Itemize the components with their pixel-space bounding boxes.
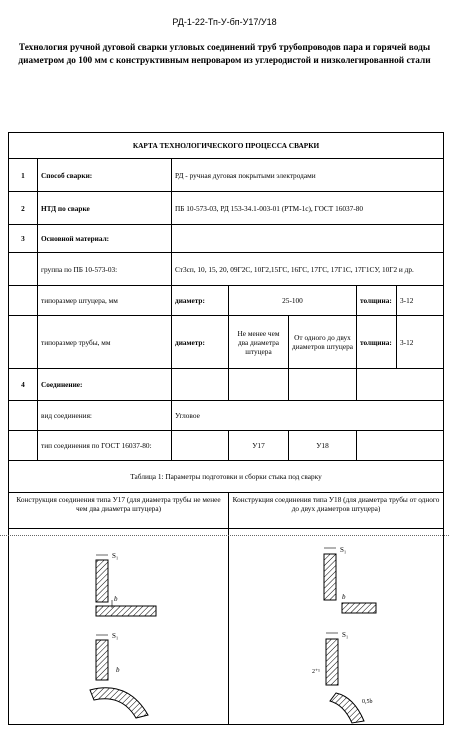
row-number: 1 bbox=[9, 159, 38, 192]
empty-cell bbox=[357, 369, 444, 401]
row-number: 3 bbox=[9, 225, 38, 253]
base-material-label: Основной материал: bbox=[38, 225, 172, 253]
empty-cell bbox=[172, 431, 229, 461]
joint-kind-value: Угловое bbox=[172, 401, 444, 431]
fitting-wall bbox=[96, 560, 108, 602]
fitting-diameter-label: диаметр: bbox=[172, 286, 229, 316]
fitting-wall bbox=[96, 640, 108, 680]
document-title: Технология ручной дуговой сварки угловых соединений труб трубопроводов пара и горячей воды диаметром до 100 мм с конструктивным непроваром из углеродистой и низколегированной стали bbox=[18, 43, 431, 66]
pipe-diameter-u17: Не менее чем два диаметра штуцера bbox=[229, 316, 289, 369]
pipe-wall bbox=[96, 606, 156, 616]
empty-cell bbox=[229, 369, 289, 401]
joint-label: Соединение: bbox=[38, 369, 172, 401]
joint-kind-label: вид соединения: bbox=[38, 401, 172, 431]
dotted-divider bbox=[0, 535, 449, 536]
empty-cell bbox=[357, 431, 444, 461]
u18-joint-drawing-top bbox=[310, 540, 400, 620]
empty-cell bbox=[9, 316, 38, 369]
row-number: 4 bbox=[9, 369, 38, 401]
b-label: b bbox=[114, 595, 118, 603]
s1-label: S₁ bbox=[112, 552, 119, 560]
empty-cell bbox=[9, 253, 38, 286]
fitting-thickness-value: 3-12 bbox=[397, 286, 444, 316]
empty-cell bbox=[172, 369, 229, 401]
row-number: 2 bbox=[9, 192, 38, 225]
card-heading: КАРТА ТЕХНОЛОГИЧЕСКОГО ПРОЦЕССА СВАРКИ bbox=[9, 133, 444, 159]
empty-cell bbox=[172, 225, 444, 253]
ntd-label: НТД по сварке bbox=[38, 192, 172, 225]
s1-label: S₁ bbox=[342, 631, 349, 639]
k-label: 2⁺¹ bbox=[312, 669, 320, 675]
b-label: b bbox=[342, 593, 346, 601]
material-group-value: Ст3сп, 10, 15, 20, 09Г2С, 10Г2,15ГС, 16ГС, 17ГС, 17Г1С, 17Г1СУ, 10Г2 и др. bbox=[172, 253, 444, 286]
table1-caption: Таблица 1: Параметры подготовки и сборки стыка под сварку bbox=[9, 461, 444, 493]
pipe-wall-curved bbox=[90, 688, 148, 718]
pipe-size-label: типоразмер трубы, мм bbox=[38, 316, 172, 369]
u18-joint-drawing-bottom bbox=[300, 625, 400, 725]
gap-label: 0,5b bbox=[362, 699, 373, 705]
fitting-thickness-label: толщина: bbox=[357, 286, 397, 316]
ntd-value: ПБ 10-573-03, РД 153-34.1-003-01 (РТМ-1с), ГОСТ 16037-80 bbox=[172, 192, 444, 225]
welding-method-value: РД - ручная дуговая покрытыми электродами bbox=[172, 159, 444, 192]
pipe-thickness-label: толщина: bbox=[357, 316, 397, 369]
pipe-diameter-u18: От одного до двух диаметров штуцера bbox=[289, 316, 357, 369]
u17-joint-drawing-top bbox=[80, 550, 170, 622]
fitting-size-label: типоразмер штуцера, мм bbox=[38, 286, 172, 316]
joint-type-u17: У17 bbox=[229, 431, 289, 461]
empty-cell bbox=[9, 401, 38, 431]
welding-method-label: Способ сварки: bbox=[38, 159, 172, 192]
u17-joint-drawing-bottom bbox=[88, 630, 178, 720]
pipe-wall bbox=[342, 603, 376, 613]
s1-label: S₁ bbox=[112, 632, 119, 640]
fitting-wall bbox=[326, 639, 338, 685]
joint-type-label: тип соединения по ГОСТ 16037-80: bbox=[38, 431, 172, 461]
fitting-diameter-value: 25-100 bbox=[229, 286, 357, 316]
empty-cell bbox=[9, 431, 38, 461]
empty-cell bbox=[9, 286, 38, 316]
empty-cell bbox=[289, 369, 357, 401]
design-u17-caption: Конструкция соединения типа У17 (для диаметра трубы не менее чем два диаметра штуцера) bbox=[9, 493, 229, 529]
joint-type-u18: У18 bbox=[289, 431, 357, 461]
pipe-thickness-value: 3-12 bbox=[397, 316, 444, 369]
design-u18-caption: Конструкция соединения типа У18 (для диаметра трубы от одного до двух диаметров штуцера) bbox=[229, 493, 444, 529]
document-code: РД-1-22-Тп-У-бп-У17/У18 bbox=[172, 17, 277, 27]
pipe-wall-curved bbox=[330, 693, 364, 723]
b-label: b bbox=[116, 666, 120, 674]
pipe-diameter-label: диаметр: bbox=[172, 316, 229, 369]
fitting-wall bbox=[324, 554, 336, 600]
material-group-label: группа по ПБ 10-573-03: bbox=[38, 253, 172, 286]
s1-label: S₁ bbox=[340, 546, 347, 554]
